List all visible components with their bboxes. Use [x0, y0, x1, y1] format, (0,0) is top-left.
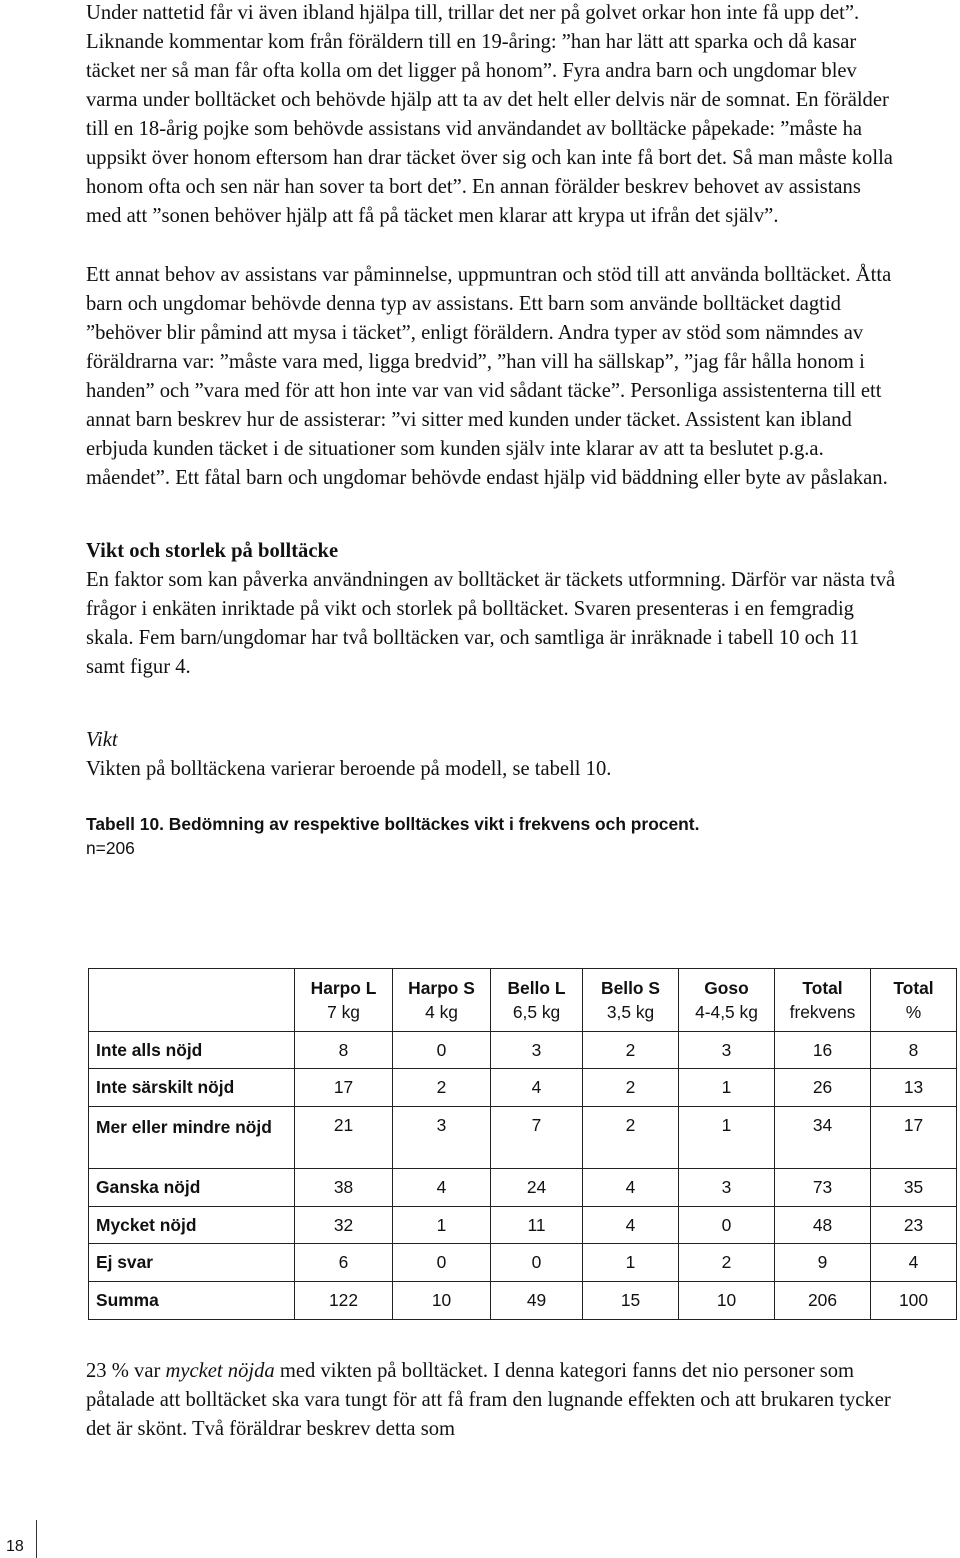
- subsection-heading: Vikt: [86, 729, 118, 751]
- table-cell: 35: [871, 1169, 957, 1207]
- header-cell: Bello S 3,5 kg: [583, 969, 679, 1032]
- table-cell: 0: [393, 1244, 491, 1282]
- table-cell: 2: [393, 1069, 491, 1107]
- table-cell: 3: [491, 1032, 583, 1069]
- table-cell: 23: [871, 1207, 957, 1244]
- row-label: Mycket nöjd: [89, 1207, 295, 1244]
- table-cell: 10: [679, 1282, 775, 1320]
- table-cell: 4: [393, 1169, 491, 1207]
- table-cell: 48: [775, 1207, 871, 1244]
- table-cell: 13: [871, 1069, 957, 1107]
- paragraph-after-table: [86, 1357, 896, 1444]
- after-text-italic: mycket nöjda: [165, 1360, 275, 1382]
- table-cell: 21: [295, 1107, 393, 1169]
- table-cell: 100: [871, 1282, 957, 1320]
- document-body: [86, 0, 896, 860]
- table-cell: 1: [679, 1107, 775, 1169]
- table-cell: 0: [393, 1032, 491, 1069]
- table-cell: 4: [583, 1169, 679, 1207]
- table-cell: 0: [679, 1207, 775, 1244]
- table-cell: 7: [491, 1107, 583, 1169]
- table-cell: 0: [491, 1244, 583, 1282]
- table-cell: 8: [871, 1032, 957, 1069]
- header-cell: Harpo L 7 kg: [295, 969, 393, 1032]
- table-cell: 2: [679, 1244, 775, 1282]
- paragraph-4: Vikten på bolltäckena varierar beroende på modell, se tabell 10.: [86, 758, 612, 780]
- table-row: [89, 1207, 957, 1244]
- table-cell: 3: [679, 1032, 775, 1069]
- table-row: [89, 1032, 957, 1069]
- table-cell: 32: [295, 1207, 393, 1244]
- header-cell: Total %: [871, 969, 957, 1032]
- table-cell: 34: [775, 1107, 871, 1169]
- margin-rule: [36, 1520, 37, 1558]
- table-row: [89, 1244, 957, 1282]
- row-label: Mer eller mindre nöjd: [89, 1107, 295, 1169]
- row-label: Inte alls nöjd: [89, 1032, 295, 1069]
- table-cell: 1: [393, 1207, 491, 1244]
- table-cell: 17: [871, 1107, 957, 1169]
- table-caption-n: n=206: [86, 838, 135, 858]
- header-empty: [89, 969, 295, 1032]
- table-cell: 9: [775, 1244, 871, 1282]
- table-cell: 73: [775, 1169, 871, 1207]
- row-label: Summa: [89, 1282, 295, 1320]
- paragraph-1: Under nattetid får vi även ibland hjälpa till, trillar det ner på golvet orkar hon inte få upp det”. Liknande kommentar kom från föräldern till en 19-åring: ”han har lätt att sparka och då kasar täcket ner så man får ofta kolla om det ligger på honom”. Fyra andra barn och ungdomar blev varma under bolltäcket och behövde hjälp att ta av det helt eller delvis när de somnat. En förälder till en 18-årig pojke som behövde assistans vid användandet av bolltäcke påpekade: ”måste ha uppsikt över honom eftersom han drar täcket över sig och kan inte få bort det. Så man måste kolla honom ofta och sen när han sover ta bort det”. En annan förälder beskrev behovet av assistans med att ”sonen behöver hjälp att få på täcket men klarar att krypa ut ifrån det själv”.: [86, 2, 893, 227]
- section-heading: Vikt och storlek på bolltäcke: [86, 540, 339, 562]
- header-cell: Bello L 6,5 kg: [491, 969, 583, 1032]
- row-label: Inte särskilt nöjd: [89, 1069, 295, 1107]
- table-cell: 38: [295, 1169, 393, 1207]
- table-cell: 2: [583, 1032, 679, 1069]
- table-row: [89, 1107, 957, 1169]
- table-cell: 49: [491, 1282, 583, 1320]
- table-cell: 3: [679, 1169, 775, 1207]
- table-cell: 3: [393, 1107, 491, 1169]
- table-header-row: [89, 969, 957, 1032]
- table-cell: 16: [775, 1032, 871, 1069]
- table-cell: 4: [583, 1207, 679, 1244]
- table-row: [89, 1169, 957, 1207]
- table-row: [89, 1282, 957, 1320]
- table-cell: 24: [491, 1169, 583, 1207]
- table-cell: 1: [583, 1244, 679, 1282]
- header-cell: Harpo S 4 kg: [393, 969, 491, 1032]
- table-cell: 8: [295, 1032, 393, 1069]
- paragraph-3: En faktor som kan påverka användningen av bolltäcket är täckets utformning. Därför var nästa två frågor i enkäten inriktade på vikt och storlek på bolltäcket. Svaren presenteras i en femgradig skala. Fem barn/ungdomar har två bolltäcken var, och samtliga är inräknade i tabell 10 och 11 samt figur 4.: [86, 569, 896, 678]
- table-caption: [86, 812, 896, 860]
- after-text-1: 23 % var: [86, 1360, 166, 1382]
- row-label: Ej svar: [89, 1244, 295, 1282]
- header-cell: Goso 4-4,5 kg: [679, 969, 775, 1032]
- table-row: [89, 1069, 957, 1107]
- table-cell: 206: [775, 1282, 871, 1320]
- table-cell: 2: [583, 1069, 679, 1107]
- paragraph-2: Ett annat behov av assistans var påminnelse, uppmuntran och stöd till att använda bolltäcket. Åtta barn och ungdomar behövde denna typ av assistans. Ett barn som använde bolltäcket dagtid ”behöver blir påmind att mysa i täcket”, enligt föräldern. Andra typer av stöd som nämndes av föräldrarna var: ”måste vara med, ligga bredvid”, ”han vill ha sällskap”, ”jag får hålla honom i handen” och ”vara med för att hon inte var van vid sådant täcke”. Personliga assistenterna till ett annat barn beskrev hur de assisterar: ”vi sitter med kunden under täcket. Assistent kan ibland erbjuda kunden täcket i de situationer som kunden själv inte klarar av att ta beslutet p.g.a. måendet”. Ett fåtal barn och ungdomar behövde endast hjälp vid bäddning eller byte av påslakan.: [86, 264, 892, 489]
- table-cell: 10: [393, 1282, 491, 1320]
- table-cell: 17: [295, 1069, 393, 1107]
- table-cell: 122: [295, 1282, 393, 1320]
- table-cell: 4: [491, 1069, 583, 1107]
- table-cell: 26: [775, 1069, 871, 1107]
- table-cell: 2: [583, 1107, 679, 1169]
- table-caption-title: Tabell 10. Bedömning av respektive bolltäckes vikt i frekvens och procent.: [86, 814, 700, 834]
- table-cell: 4: [871, 1244, 957, 1282]
- after-text-2: med vikten på bolltäcket. I denna kategori fanns det nio personer som påtalade att bolltäcket ska vara tungt för att få fram den lugnande effekten och att brukaren tycker det är skönt. Två föräldrar beskrev detta som: [86, 1360, 891, 1440]
- page-number: 18: [6, 1538, 24, 1555]
- header-cell: Total frekvens: [775, 969, 871, 1032]
- table-cell: 1: [679, 1069, 775, 1107]
- weight-table: [88, 968, 957, 1320]
- table-cell: 15: [583, 1282, 679, 1320]
- row-label: Ganska nöjd: [89, 1169, 295, 1207]
- table-cell: 6: [295, 1244, 393, 1282]
- table-cell: 11: [491, 1207, 583, 1244]
